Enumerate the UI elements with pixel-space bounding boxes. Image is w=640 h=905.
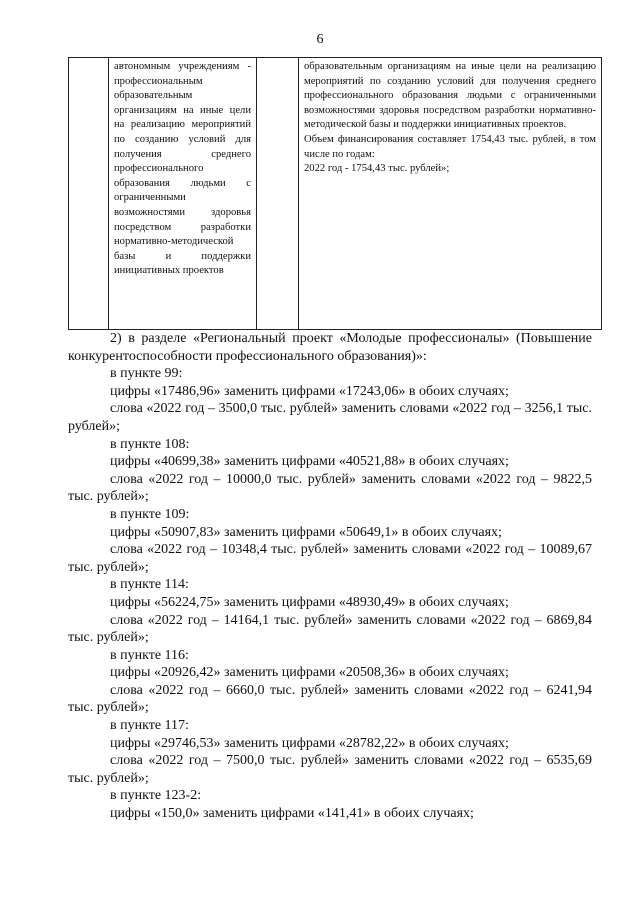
body-paragraph: цифры «40699,38» заменить цифрами «40521,88» в обоих случаях; xyxy=(110,454,509,470)
table-cell-empty-2 xyxy=(257,58,299,330)
body-paragraph: в пункте 123-2: xyxy=(110,788,202,804)
table-cell-description: автономным учреждениям - профессиональным образовательным организациям на иные цели на реализацию мероприятий по созданию условий для получения среднего профессионального образования людьми с ограниченными возможностями здоровья посредством разработки нормативно-методической базы и поддержки инициативных проектов xyxy=(109,58,257,330)
body-paragraph: слова «2022 год – 3500,0 тыс. рублей» заменить словами «2022 год – 3256,1 тыс. рублей»; xyxy=(68,401,592,434)
table-row xyxy=(69,58,602,330)
amendment-table xyxy=(68,57,602,330)
table-cell-empty-1 xyxy=(69,58,109,330)
body-paragraph: слова «2022 год – 6660,0 тыс. рублей» заменить словами «2022 год – 6241,94 тыс. рублей»; xyxy=(68,682,592,716)
table-paragraph: образовательным организациям на иные цели на реализацию мероприятий по созданию условий для получения среднего профессионального образования людьми с ограниченными возможностями здоровья посредством разработки нормативно-методической базы и поддержки инициативных проектов. xyxy=(304,61,596,131)
body-paragraph: слова «2022 год – 14164,1 тыс. рублей» заменить словами «2022 год – 6869,84 тыс. рублей»; xyxy=(68,612,592,646)
table-paragraph: 2022 год - 1754,43 тыс. рублей»; xyxy=(304,163,450,175)
body-paragraph: цифры «56224,75» заменить цифрами «48930,49» в обоих случаях; xyxy=(110,594,509,610)
body-paragraph: в пункте 116: xyxy=(110,647,189,663)
body-paragraph: в пункте 108: xyxy=(110,436,190,452)
page-number: 6 xyxy=(316,32,324,47)
body-paragraph: в пункте 109: xyxy=(110,506,190,522)
body-paragraph: слова «2022 год – 10000,0 тыс. рублей» заменить словами «2022 год – 9822,5 тыс. рублей»; xyxy=(68,471,592,505)
body-paragraph: цифры «29746,53» заменить цифрами «28782,22» в обоих случаях; xyxy=(110,735,509,751)
body-paragraph: в пункте 117: xyxy=(110,718,189,734)
body-paragraph: цифры «150,0» заменить цифрами «141,41» в обоих случаях; xyxy=(110,806,474,822)
table-cell-text xyxy=(299,58,602,330)
body-paragraph: цифры «20926,42» заменить цифрами «20508,36» в обоих случаях; xyxy=(110,665,509,681)
document-body xyxy=(68,330,592,823)
body-paragraph: цифры «17486,96» заменить цифрами «17243,06» в обоих случаях; xyxy=(110,383,509,399)
body-paragraph: 2) в разделе «Региональный проект «Молодые профессионалы» (Повышение конкурентоспособности профессионального образования)»: xyxy=(68,331,592,364)
body-paragraph: в пункте 114: xyxy=(110,577,189,593)
table-paragraph: Объем финансирования составляет 1754,43 тыс. рублей, в том числе по годам: xyxy=(304,133,596,160)
body-paragraph: цифры «50907,83» заменить цифрами «50649,1» в обоих случаях; xyxy=(110,524,502,540)
body-paragraph: слова «2022 год – 7500,0 тыс. рублей» заменить словами «2022 год – 6535,69 тыс. рублей»; xyxy=(68,753,592,786)
body-paragraph: слова «2022 год – 10348,4 тыс. рублей» заменить словами «2022 год – 10089,67 тыс. рублей»; xyxy=(68,542,592,575)
body-paragraph: в пункте 99: xyxy=(110,366,183,382)
